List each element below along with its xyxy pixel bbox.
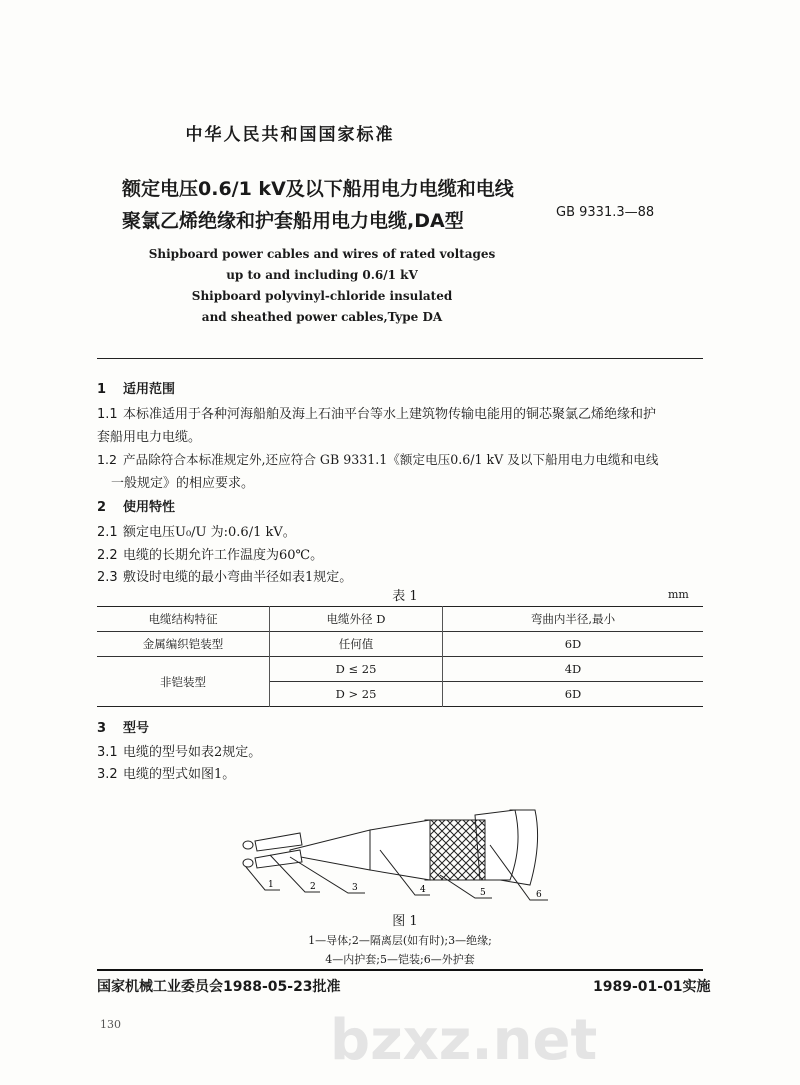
inner-sheath — [370, 820, 430, 880]
footer-rule — [97, 969, 703, 971]
cable-diagram — [230, 795, 570, 905]
section-3-heading: 3 型号 — [97, 721, 150, 736]
section-1-heading: 1 适用范围 — [97, 382, 176, 397]
para-2-3: 2.3 敷设时电缆的最小弯曲半径如表1规定。 — [97, 570, 353, 585]
diagram-label-2: 2 — [310, 882, 316, 892]
page-number: 130 — [100, 1018, 121, 1031]
diagram-label-5: 5 — [480, 888, 486, 898]
figure-1-legend-2: 4—内护套;5—铠装;6—外护套 — [325, 953, 475, 966]
figure-1-caption: 图 1 — [392, 914, 418, 929]
diagram-label-6: 6 — [536, 890, 542, 900]
table-header-cell: 电缆结构特征 — [97, 607, 270, 632]
table-header-row — [97, 607, 703, 632]
table-cell: 非铠装型 — [97, 657, 270, 707]
title-en-line-3: Shipboard polyvinyl-chloride insulated — [191, 289, 453, 303]
para-1-2: 1.2 产品除符合本标准规定外,还应符合 GB 9331.1《额定电压0.6/1 kV 及以下船用电力电缆和电线 — [97, 452, 659, 467]
header-rule — [97, 358, 703, 359]
title-en-line-4: and sheathed power cables,Type DA — [201, 310, 443, 324]
table-cell: 6D — [443, 632, 704, 657]
table-1-caption: 表 1 — [392, 589, 418, 604]
para-1-1-cont: 套船用电力电缆。 — [97, 430, 202, 445]
table-row — [97, 657, 703, 682]
para-3-2: 3.2 电缆的型式如图1。 — [97, 767, 236, 782]
diagram-label-3: 3 — [352, 883, 358, 893]
para-1-1: 1.1 本标准适用于各种河海船舶及海上石油平台等水上建筑物传输电能用的铜芯聚氯乙烯绝缘和护 — [97, 407, 657, 422]
title-cn-line-1: 额定电压0.6/1 kV及以下船用电力电缆和电线 — [122, 178, 514, 200]
para-3-1: 3.1 电缆的型号如表2规定。 — [97, 745, 262, 760]
section-2-heading: 2 使用特性 — [97, 500, 176, 515]
diagram-label-4: 4 — [420, 885, 426, 895]
table-row — [97, 632, 703, 657]
para-1-2-cont: 一般规定》的相应要求。 — [111, 476, 255, 491]
table-cell: D > 25 — [270, 682, 443, 707]
para-2-2: 2.2 电缆的长期允许工作温度为60℃。 — [97, 548, 324, 563]
figure-1-legend-1: 1—导体;2—隔离层(如有时);3—绝缘; — [308, 934, 492, 947]
effective-date: 1989-01-01实施 — [593, 979, 711, 995]
table-header-cell: 电缆外径 D — [270, 607, 443, 632]
table-cell: 4D — [443, 657, 704, 682]
table-header-cell: 弯曲内半径,最小 — [443, 607, 704, 632]
conductor-lower — [243, 859, 253, 867]
diagram-label-1: 1 — [268, 880, 274, 890]
para-2-1: 2.1 额定电压U₀/U 为:0.6/1 kV。 — [97, 525, 296, 540]
conductor-upper — [243, 841, 253, 849]
national-standard-heading: 中华人民共和国国家标准 — [185, 125, 395, 145]
watermark: bzxz.net — [330, 1008, 598, 1073]
core-lower — [255, 850, 302, 868]
armour-braid — [425, 820, 485, 880]
table-cell: D ≤ 25 — [270, 657, 443, 682]
title-en-line-2: up to and including 0.6/1 kV — [226, 268, 418, 282]
approval-date: 国家机械工业委员会1988-05-23批准 — [97, 979, 341, 995]
table-cell: 6D — [443, 682, 704, 707]
title-en-line-1: Shipboard power cables and wires of rated voltages — [148, 247, 496, 261]
table-cell: 金属编织铠装型 — [97, 632, 270, 657]
title-cn-line-2: 聚氯乙烯绝缘和护套船用电力电缆,DA型 — [122, 210, 464, 232]
table-1 — [97, 606, 703, 707]
standard-number: GB 9331.3—88 — [556, 205, 655, 220]
table-cell: 任何值 — [270, 632, 443, 657]
table-1-unit: mm — [668, 588, 689, 601]
